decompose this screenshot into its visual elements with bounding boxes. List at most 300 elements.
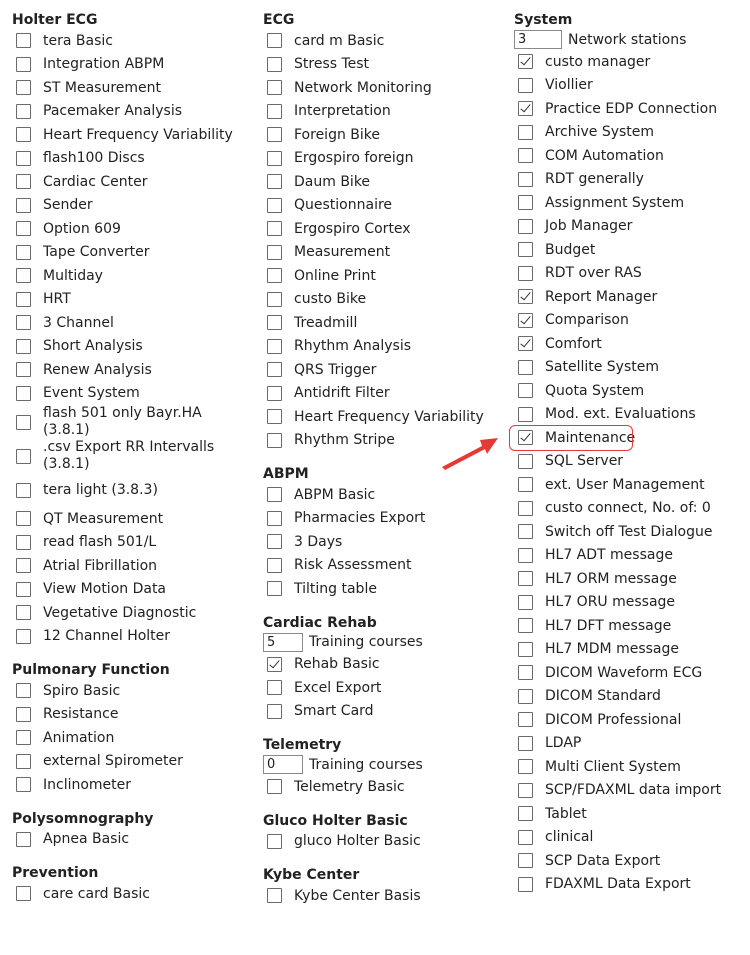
- option-label: Antidrift Filter: [294, 385, 390, 402]
- option-ext-user-management: [514, 473, 750, 497]
- option-report-manager: [514, 285, 750, 309]
- training-courses-input[interactable]: [263, 633, 303, 652]
- option-antidrift-filter: [263, 382, 503, 406]
- checkbox[interactable]: [518, 571, 533, 586]
- option-excel-export: [263, 676, 503, 700]
- checkbox[interactable]: [518, 877, 533, 892]
- option-label: Multi Client System: [545, 758, 681, 775]
- option-tera-light-3-8-3: [12, 473, 252, 507]
- checkbox[interactable]: [16, 683, 31, 698]
- option-label: Heart Frequency Variability: [43, 126, 233, 143]
- option-rhythm-analysis: [263, 335, 503, 359]
- section-title: Kybe Center: [263, 867, 360, 883]
- checkbox[interactable]: [267, 198, 282, 213]
- section-title: Prevention: [12, 865, 99, 881]
- section-title: Gluco Holter Basic: [263, 812, 408, 829]
- section-gluco-holter-basic: [263, 813, 503, 854]
- checkbox[interactable]: [518, 172, 533, 187]
- option-dicom-waveform-ecg: [514, 661, 750, 685]
- number-row: [514, 29, 750, 50]
- checkbox[interactable]: [518, 618, 533, 633]
- option-budget: [514, 238, 750, 262]
- checkbox[interactable]: [518, 665, 533, 680]
- option-integration-abpm: [12, 53, 252, 77]
- checkbox[interactable]: [267, 409, 282, 424]
- checkbox[interactable]: [267, 268, 282, 283]
- option-label: Rehab Basic: [294, 656, 380, 673]
- option-label: HL7 MDM message: [545, 641, 679, 658]
- section-title: Pulmonary Function: [12, 662, 170, 678]
- checkbox-checked[interactable]: [518, 289, 533, 304]
- option-label: Maintenance: [545, 429, 636, 446]
- option-label: Tilting table: [294, 580, 377, 597]
- option-smart-card: [263, 700, 503, 724]
- option-card-m-basic: [263, 29, 503, 53]
- option-12-channel-holter: [12, 625, 252, 649]
- option-scp-fdaxml-data-import: [514, 779, 750, 803]
- option-label: clinical: [545, 829, 594, 846]
- option-dicom-professional: [514, 708, 750, 732]
- option-ergospiro-foreign: [263, 147, 503, 171]
- checkbox[interactable]: [16, 80, 31, 95]
- checkbox[interactable]: [518, 830, 533, 845]
- option-hl7-mdm-message: [514, 638, 750, 662]
- checkbox[interactable]: [16, 707, 31, 722]
- option-label: Animation: [43, 729, 115, 746]
- checkbox[interactable]: [518, 454, 533, 469]
- checkbox[interactable]: [267, 315, 282, 330]
- checkbox[interactable]: [16, 198, 31, 213]
- option-label: COM Automation: [545, 147, 664, 164]
- checkbox[interactable]: [267, 834, 282, 849]
- option-satellite-system: [514, 356, 750, 380]
- checkbox[interactable]: [16, 886, 31, 901]
- checkbox[interactable]: [16, 605, 31, 620]
- option-assignment-system: [514, 191, 750, 215]
- option-label: Viollier: [545, 77, 593, 94]
- checkbox[interactable]: [16, 386, 31, 401]
- checkbox[interactable]: [267, 80, 282, 95]
- checkbox-checked[interactable]: [518, 54, 533, 69]
- checkbox[interactable]: [267, 245, 282, 260]
- training-courses-input[interactable]: [263, 755, 303, 774]
- option-label: RDT generally: [545, 171, 644, 188]
- option-label: care card Basic: [43, 885, 150, 902]
- option-label: LDAP: [545, 735, 582, 752]
- section-title: ECG: [263, 12, 295, 28]
- checkbox[interactable]: [518, 125, 533, 140]
- option-label: Ergospiro Cortex: [294, 220, 411, 237]
- option-flash100-discs: [12, 147, 252, 171]
- option-label: Vegetative Diagnostic: [43, 604, 197, 621]
- section-title: Polysomnography: [12, 810, 154, 827]
- option-short-analysis: [12, 335, 252, 359]
- option-clinical: [514, 826, 750, 850]
- checkbox[interactable]: [267, 386, 282, 401]
- option-sender: [12, 194, 252, 218]
- option-tablet: [514, 802, 750, 826]
- checkbox[interactable]: [518, 195, 533, 210]
- checkbox[interactable]: [16, 221, 31, 236]
- option-risk-assessment: [263, 554, 503, 578]
- checkbox[interactable]: [16, 558, 31, 573]
- option-job-manager: [514, 215, 750, 239]
- option-archive-system: [514, 121, 750, 145]
- option-apnea-basic: [12, 828, 252, 852]
- option-view-motion-data: [12, 578, 252, 602]
- checkbox[interactable]: [267, 57, 282, 72]
- option-rehab-basic: [263, 653, 503, 677]
- checkbox[interactable]: [16, 127, 31, 142]
- option-label: QT Measurement: [43, 510, 164, 527]
- checkbox[interactable]: [518, 712, 533, 727]
- checkbox[interactable]: [518, 501, 533, 516]
- option-label: Switch off Test Dialogue: [545, 523, 713, 540]
- option-label: Archive System: [545, 124, 655, 141]
- checkbox[interactable]: [16, 415, 31, 430]
- option-label: Telemetry Basic: [294, 778, 405, 795]
- checkbox[interactable]: [518, 689, 533, 704]
- option-label: 12 Channel Holter: [43, 628, 171, 645]
- option-label: HL7 ORU message: [545, 594, 676, 611]
- option-network-monitoring: [263, 76, 503, 100]
- checkbox[interactable]: [518, 783, 533, 798]
- option-label: HL7 DFT message: [545, 617, 672, 634]
- option-mod-ext-evaluations: [514, 403, 750, 427]
- option-label: Integration ABPM: [43, 56, 165, 73]
- checkbox[interactable]: [16, 174, 31, 189]
- checkbox-checked[interactable]: [518, 313, 533, 328]
- checkbox[interactable]: [16, 362, 31, 377]
- checkbox[interactable]: [16, 511, 31, 526]
- option-multi-client-system: [514, 755, 750, 779]
- checkbox[interactable]: [16, 268, 31, 283]
- section-title: Holter ECG: [12, 12, 98, 28]
- network-stations-input[interactable]: [514, 30, 562, 49]
- checkbox[interactable]: [267, 534, 282, 549]
- option-label: flash100 Discs: [43, 150, 145, 167]
- option-label: Comparison: [545, 312, 629, 329]
- option-comparison: [514, 309, 750, 333]
- option-flash-501-only-bayr-ha-3-8-1: [12, 405, 252, 439]
- option-animation: [12, 726, 252, 750]
- option-ldap: [514, 732, 750, 756]
- column-1: [12, 12, 252, 920]
- option-label: Questionnaire: [294, 197, 393, 214]
- option-label: Sender: [43, 197, 93, 214]
- option-label: Heart Frequency Variability: [294, 408, 484, 425]
- checkbox[interactable]: [16, 315, 31, 330]
- section-telemetry: [263, 737, 503, 799]
- option-label: Satellite System: [545, 359, 659, 376]
- checkbox[interactable]: [518, 360, 533, 375]
- section-title: Telemetry: [263, 737, 342, 753]
- section-pulmonary-function: [12, 662, 252, 797]
- option-label: Pharmacies Export: [294, 510, 426, 527]
- checkbox[interactable]: [518, 477, 533, 492]
- number-label: Training courses: [309, 756, 423, 773]
- option-label: Pacemaker Analysis: [43, 103, 183, 120]
- option-label: QRS Trigger: [294, 361, 377, 378]
- checkbox[interactable]: [267, 704, 282, 719]
- checkbox[interactable]: [267, 888, 282, 903]
- checkbox[interactable]: [267, 487, 282, 502]
- option-custo-manager: [514, 50, 750, 74]
- checkbox[interactable]: [267, 104, 282, 119]
- checkbox[interactable]: [267, 33, 282, 48]
- option-label: Option 609: [43, 220, 121, 237]
- checkbox[interactable]: [518, 548, 533, 563]
- option-cardiac-center: [12, 170, 252, 194]
- option-st-measurement: [12, 76, 252, 100]
- option-com-automation: [514, 144, 750, 168]
- option-label: ABPM Basic: [294, 486, 376, 503]
- option-dicom-standard: [514, 685, 750, 709]
- checkbox[interactable]: [518, 407, 533, 422]
- option-label: SCP Data Export: [545, 852, 661, 869]
- option-label: Treadmill: [294, 314, 358, 331]
- option-label: read flash 501/L: [43, 534, 157, 551]
- option-vegetative-diagnostic: [12, 601, 252, 625]
- checkbox[interactable]: [16, 629, 31, 644]
- option-label: Kybe Center Basis: [294, 887, 421, 904]
- option-label: Cardiac Center: [43, 173, 148, 190]
- option-label: DICOM Professional: [545, 711, 682, 728]
- checkbox[interactable]: [16, 57, 31, 72]
- option-label: HL7 ORM message: [545, 570, 677, 587]
- checkbox[interactable]: [518, 148, 533, 163]
- option-rdt-generally: [514, 168, 750, 192]
- checkbox[interactable]: [16, 245, 31, 260]
- checkbox[interactable]: [518, 736, 533, 751]
- option-label: Foreign Bike: [294, 126, 380, 143]
- option-label: custo manager: [545, 53, 651, 70]
- checkbox[interactable]: [16, 535, 31, 550]
- checkbox[interactable]: [518, 242, 533, 257]
- section-title: System: [514, 12, 573, 28]
- checkbox[interactable]: [267, 511, 282, 526]
- option-pacemaker-analysis: [12, 100, 252, 124]
- section-prevention: [12, 865, 252, 906]
- option-label: Apnea Basic: [43, 831, 130, 848]
- checkbox[interactable]: [518, 219, 533, 234]
- option-label: Interpretation: [294, 103, 391, 120]
- option-rdt-over-ras: [514, 262, 750, 286]
- checkbox[interactable]: [518, 266, 533, 281]
- option-label: Resistance: [43, 706, 119, 723]
- checkbox[interactable]: [267, 339, 282, 354]
- option-practice-edp-connection: [514, 97, 750, 121]
- option-csv-export-rr-intervalls-3-8-1: [12, 439, 252, 473]
- option-label: FDAXML Data Export: [545, 876, 691, 893]
- option-telemetry-basic: [263, 775, 503, 799]
- option-viollier: [514, 74, 750, 98]
- red-arrow-icon: [440, 428, 502, 472]
- option-atrial-fibrillation: [12, 554, 252, 578]
- option-3-days: [263, 530, 503, 554]
- number-label: Network stations: [568, 31, 687, 48]
- checkbox[interactable]: [518, 759, 533, 774]
- option-maintenance: [510, 426, 636, 450]
- option-multiday: [12, 264, 252, 288]
- option-label: Atrial Fibrillation: [43, 557, 158, 574]
- option-fdaxml-data-export: [514, 873, 750, 897]
- checkbox[interactable]: [16, 33, 31, 48]
- checkbox[interactable]: [267, 680, 282, 695]
- option-label: HL7 ADT message: [545, 547, 673, 564]
- checkbox-checked[interactable]: [518, 430, 533, 445]
- option-hl7-oru-message: [514, 591, 750, 615]
- checkbox[interactable]: [267, 362, 282, 377]
- checkbox[interactable]: [16, 151, 31, 166]
- option-label: Stress Test: [294, 56, 370, 73]
- checkbox[interactable]: [267, 151, 282, 166]
- checkbox[interactable]: [267, 174, 282, 189]
- option-label: 3 Days: [294, 533, 343, 550]
- checkbox[interactable]: [518, 383, 533, 398]
- checkbox[interactable]: [267, 292, 282, 307]
- option-label: Practice EDP Connection: [545, 100, 718, 117]
- option-label: gluco Holter Basic: [294, 833, 421, 850]
- option-label: Measurement: [294, 244, 391, 261]
- option-label: flash 501 only Bayr.HA (3.8.1): [43, 405, 202, 438]
- option-label: ext. User Management: [545, 476, 705, 493]
- section-ecg: [263, 12, 503, 452]
- option-label: Multiday: [43, 267, 103, 284]
- option-label: Job Manager: [545, 218, 633, 235]
- checkbox[interactable]: [16, 292, 31, 307]
- checkbox[interactable]: [16, 777, 31, 792]
- option-label: Assignment System: [545, 194, 685, 211]
- option-hl7-orm-message: [514, 567, 750, 591]
- option-online-print: [263, 264, 503, 288]
- number-row: [263, 632, 503, 653]
- option-foreign-bike: [263, 123, 503, 147]
- checkbox[interactable]: [267, 779, 282, 794]
- option-3-channel: [12, 311, 252, 335]
- checkbox[interactable]: [16, 754, 31, 769]
- option-external-spirometer: [12, 750, 252, 774]
- option-gluco-holter-basic: [263, 830, 503, 854]
- option-read-flash-501-l: [12, 531, 252, 555]
- section-abpm: [263, 466, 503, 601]
- option-custo-connect-no-of-0: [514, 497, 750, 521]
- option-pharmacies-export: [263, 507, 503, 531]
- number-label: Training courses: [309, 634, 423, 650]
- option-label: Daum Bike: [294, 173, 371, 190]
- section-cardiac-rehab: [263, 615, 503, 724]
- option-label: Budget: [545, 241, 596, 258]
- option-option-609: [12, 217, 252, 241]
- checkbox[interactable]: [267, 433, 282, 448]
- option-questionnaire: [263, 194, 503, 218]
- option-scp-data-export: [514, 849, 750, 873]
- checkbox[interactable]: [16, 582, 31, 597]
- checkbox[interactable]: [267, 127, 282, 142]
- option-qrs-trigger: [263, 358, 503, 382]
- option-stress-test: [263, 53, 503, 77]
- section-system: [514, 12, 750, 896]
- option-heart-frequency-variability: [263, 405, 503, 429]
- checkbox[interactable]: [267, 558, 282, 573]
- option-tape-converter: [12, 241, 252, 265]
- checkbox[interactable]: [16, 483, 31, 498]
- checkbox[interactable]: [518, 642, 533, 657]
- option-renew-analysis: [12, 358, 252, 382]
- option-label: card m Basic: [294, 32, 385, 49]
- option-resistance: [12, 703, 252, 727]
- option-label: tera light (3.8.3): [43, 481, 158, 498]
- checkbox[interactable]: [267, 221, 282, 236]
- option-label: DICOM Waveform ECG: [545, 664, 703, 681]
- option-hl7-dft-message: [514, 614, 750, 638]
- checkbox[interactable]: [267, 581, 282, 596]
- option-label: Inclinometer: [43, 776, 132, 793]
- option-switch-off-test-dialogue: [514, 520, 750, 544]
- option-interpretation: [263, 100, 503, 124]
- option-measurement: [263, 241, 503, 265]
- option-label: SQL Server: [545, 453, 624, 470]
- option-label: Risk Assessment: [294, 557, 412, 574]
- checkbox[interactable]: [16, 730, 31, 745]
- option-label: 3 Channel: [43, 314, 114, 331]
- option-label: HRT: [43, 291, 71, 308]
- checkbox-checked[interactable]: [518, 336, 533, 351]
- option-label: Quota System: [545, 382, 645, 399]
- section-holter-ecg: [12, 12, 252, 648]
- option-label: Rhythm Stripe: [294, 432, 395, 449]
- checkbox-checked[interactable]: [267, 657, 282, 672]
- option-tilting-table: [263, 577, 503, 601]
- option-label: Smart Card: [294, 703, 374, 720]
- option-label: Rhythm Analysis: [294, 338, 412, 355]
- checkbox[interactable]: [16, 832, 31, 847]
- option-label: custo Bike: [294, 291, 367, 308]
- option-label: Online Print: [294, 267, 376, 284]
- checkbox[interactable]: [518, 853, 533, 868]
- checkbox[interactable]: [518, 524, 533, 539]
- option-tera-basic: [12, 29, 252, 53]
- section-polysomnography: [12, 811, 252, 852]
- option-sql-server: [514, 450, 750, 474]
- checkbox[interactable]: [518, 595, 533, 610]
- checkbox[interactable]: [16, 339, 31, 354]
- checkbox[interactable]: [16, 104, 31, 119]
- option-label: Ergospiro foreign: [294, 150, 414, 167]
- checkbox[interactable]: [16, 449, 31, 464]
- checkbox-checked[interactable]: [518, 101, 533, 116]
- section-title: Cardiac Rehab: [263, 614, 377, 631]
- option-label: Spiro Basic: [43, 682, 121, 699]
- option-ergospiro-cortex: [263, 217, 503, 241]
- option-label: Network Monitoring: [294, 79, 432, 96]
- option-event-system: [12, 382, 252, 406]
- checkbox[interactable]: [518, 806, 533, 821]
- option-label: Short Analysis: [43, 338, 143, 355]
- option-label: Renew Analysis: [43, 361, 152, 378]
- option-hl7-adt-message: [514, 544, 750, 568]
- checkbox[interactable]: [518, 78, 533, 93]
- option-abpm-basic: [263, 483, 503, 507]
- column-3: [514, 12, 750, 910]
- option-label: ST Measurement: [43, 79, 162, 96]
- option-label: Tape Converter: [43, 244, 150, 261]
- option-label: SCP/FDAXML data import: [545, 782, 722, 799]
- option-label: Mod. ext. Evaluations: [545, 406, 696, 423]
- option-label: DICOM Standard: [545, 688, 661, 705]
- option-comfort: [514, 332, 750, 356]
- option-label: View Motion Data: [43, 581, 167, 598]
